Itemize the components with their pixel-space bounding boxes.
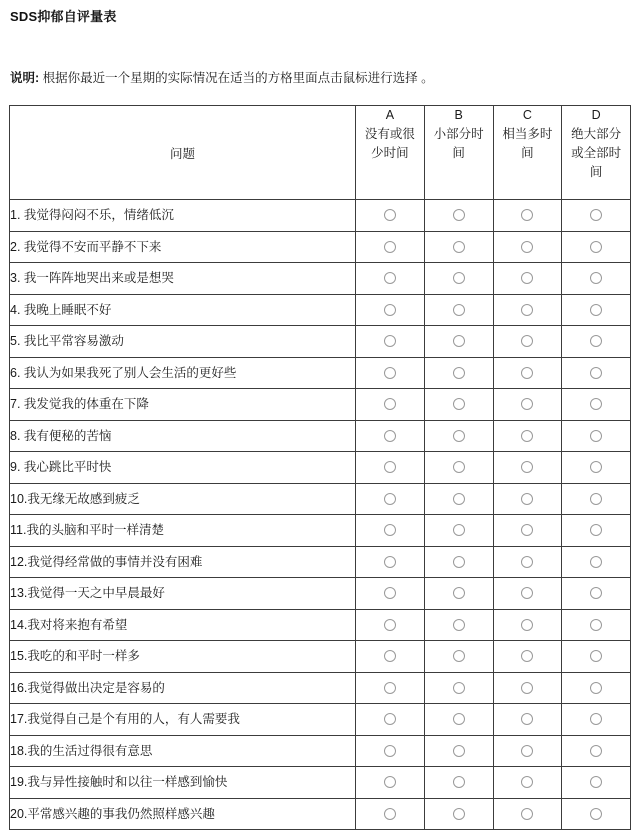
answer-cell-c[interactable]: [493, 546, 562, 578]
answer-cell-b[interactable]: [424, 200, 493, 232]
radio-button-icon[interactable]: [384, 461, 396, 473]
option-column-header-d: [562, 106, 631, 200]
radio-button-icon[interactable]: [590, 556, 602, 568]
radio-button-icon[interactable]: [521, 556, 533, 568]
answer-cell-b[interactable]: [424, 672, 493, 704]
question-text: 6. 我认为如果我死了别人会生活的更好些: [10, 357, 356, 389]
answer-cell-a[interactable]: [356, 231, 425, 263]
answer-cell-b[interactable]: [424, 641, 493, 673]
answer-cell-b[interactable]: [424, 515, 493, 547]
radio-button-icon[interactable]: [590, 241, 602, 253]
answer-cell-a[interactable]: [356, 704, 425, 736]
answer-cell-b[interactable]: [424, 231, 493, 263]
radio-button-icon[interactable]: [521, 398, 533, 410]
answer-cell-d[interactable]: [562, 294, 631, 326]
answer-cell-a[interactable]: [356, 672, 425, 704]
table-row: [10, 200, 631, 232]
table-header: [10, 106, 631, 200]
option-column-header-c: [493, 106, 562, 200]
answer-cell-d[interactable]: [562, 389, 631, 421]
radio-button-icon[interactable]: [590, 776, 602, 788]
radio-button-icon[interactable]: [590, 493, 602, 505]
answer-cell-a[interactable]: [356, 767, 425, 799]
table-body: [10, 200, 631, 830]
answer-cell-c[interactable]: [493, 483, 562, 515]
radio-button-icon[interactable]: [384, 241, 396, 253]
answer-cell-a[interactable]: [356, 735, 425, 767]
answer-cell-d[interactable]: [562, 420, 631, 452]
question-text: 2. 我觉得不安而平静不下来: [10, 231, 356, 263]
radio-button-icon[interactable]: [384, 430, 396, 442]
answer-cell-a[interactable]: [356, 546, 425, 578]
table-row: [10, 672, 631, 704]
answer-cell-b[interactable]: [424, 578, 493, 610]
table-header-row: [10, 106, 631, 200]
sds-scale-table: [9, 105, 631, 830]
option-letter-b: B: [454, 108, 463, 122]
answer-cell-c[interactable]: [493, 357, 562, 389]
option-column-header-b: [424, 106, 493, 200]
question-text: 10.我无缘无故感到疲乏: [10, 483, 356, 515]
radio-button-icon[interactable]: [521, 587, 533, 599]
answer-cell-c[interactable]: [493, 389, 562, 421]
radio-button-icon[interactable]: [384, 304, 396, 316]
radio-button-icon[interactable]: [590, 335, 602, 347]
table-row: [10, 420, 631, 452]
radio-button-icon[interactable]: [590, 682, 602, 694]
question-text: 18.我的生活过得很有意思: [10, 735, 356, 767]
answer-cell-d[interactable]: [562, 200, 631, 232]
answer-cell-a[interactable]: [356, 326, 425, 358]
question-column-header: 问题: [10, 106, 356, 200]
table-row: [10, 515, 631, 547]
answer-cell-a[interactable]: [356, 452, 425, 484]
option-description-b: 小部分时间: [433, 127, 484, 160]
answer-cell-d[interactable]: [562, 798, 631, 830]
radio-button-icon[interactable]: [590, 808, 602, 820]
question-text: 8. 我有便秘的苦恼: [10, 420, 356, 452]
answer-cell-d[interactable]: [562, 672, 631, 704]
radio-button-icon[interactable]: [453, 335, 465, 347]
radio-button-icon[interactable]: [453, 367, 465, 379]
radio-button-icon[interactable]: [384, 524, 396, 536]
answer-cell-b[interactable]: [424, 263, 493, 295]
answer-cell-a[interactable]: [356, 515, 425, 547]
radio-button-icon[interactable]: [590, 713, 602, 725]
answer-cell-b[interactable]: [424, 767, 493, 799]
radio-button-icon[interactable]: [453, 619, 465, 631]
table-row: [10, 231, 631, 263]
question-text: 12.我觉得经常做的事情并没有困难: [10, 546, 356, 578]
answer-cell-a[interactable]: [356, 483, 425, 515]
radio-button-icon[interactable]: [590, 304, 602, 316]
answer-cell-b[interactable]: [424, 294, 493, 326]
answer-cell-a[interactable]: [356, 200, 425, 232]
question-text: 15.我吃的和平时一样多: [10, 641, 356, 673]
radio-button-icon[interactable]: [453, 776, 465, 788]
radio-button-icon[interactable]: [590, 524, 602, 536]
answer-cell-a[interactable]: [356, 641, 425, 673]
radio-button-icon[interactable]: [384, 493, 396, 505]
radio-button-icon[interactable]: [453, 272, 465, 284]
option-description-a: 没有或很少时间: [364, 127, 415, 160]
table-row: [10, 483, 631, 515]
answer-cell-a[interactable]: [356, 609, 425, 641]
answer-cell-c[interactable]: [493, 515, 562, 547]
radio-button-icon[interactable]: [521, 241, 533, 253]
answer-cell-c[interactable]: [493, 735, 562, 767]
table-row: [10, 546, 631, 578]
instruction-label: 说明:: [10, 71, 40, 85]
radio-button-icon[interactable]: [453, 713, 465, 725]
radio-button-icon[interactable]: [521, 272, 533, 284]
radio-button-icon[interactable]: [521, 461, 533, 473]
answer-cell-d[interactable]: [562, 578, 631, 610]
question-text: 16.我觉得做出决定是容易的: [10, 672, 356, 704]
answer-cell-d[interactable]: [562, 515, 631, 547]
answer-cell-b[interactable]: [424, 357, 493, 389]
radio-button-icon[interactable]: [384, 367, 396, 379]
radio-button-icon[interactable]: [453, 493, 465, 505]
answer-cell-a[interactable]: [356, 578, 425, 610]
answer-cell-c[interactable]: [493, 231, 562, 263]
answer-cell-b[interactable]: [424, 798, 493, 830]
table-row: [10, 704, 631, 736]
answer-cell-c[interactable]: [493, 200, 562, 232]
question-text: 7. 我发觉我的体重在下降: [10, 389, 356, 421]
radio-button-icon[interactable]: [453, 556, 465, 568]
radio-button-icon[interactable]: [453, 745, 465, 757]
table-row: [10, 389, 631, 421]
question-text: 17.我觉得自己是个有用的人，有人需要我: [10, 704, 356, 736]
answer-cell-c[interactable]: [493, 767, 562, 799]
radio-button-icon[interactable]: [384, 335, 396, 347]
radio-button-icon[interactable]: [590, 430, 602, 442]
page-title: SDS抑郁自评量表: [10, 9, 117, 24]
answer-cell-b[interactable]: [424, 609, 493, 641]
radio-button-icon[interactable]: [590, 367, 602, 379]
answer-cell-c[interactable]: [493, 294, 562, 326]
radio-button-icon[interactable]: [384, 619, 396, 631]
question-text: 9. 我心跳比平时快: [10, 452, 356, 484]
answer-cell-c[interactable]: [493, 452, 562, 484]
radio-button-icon[interactable]: [590, 745, 602, 757]
answer-cell-d[interactable]: [562, 704, 631, 736]
radio-button-icon[interactable]: [521, 713, 533, 725]
answer-cell-c[interactable]: [493, 641, 562, 673]
question-text: 20.平常感兴趣的事我仍然照样感兴趣: [10, 798, 356, 830]
table-row: [10, 578, 631, 610]
question-text: 4. 我晚上睡眠不好: [10, 294, 356, 326]
answer-cell-b[interactable]: [424, 452, 493, 484]
radio-button-icon[interactable]: [453, 209, 465, 221]
question-text: 3. 我一阵阵地哭出来或是想哭: [10, 263, 356, 295]
answer-cell-c[interactable]: [493, 704, 562, 736]
answer-cell-a[interactable]: [356, 420, 425, 452]
answer-cell-a[interactable]: [356, 389, 425, 421]
radio-button-icon[interactable]: [384, 650, 396, 662]
answer-cell-d[interactable]: [562, 609, 631, 641]
radio-button-icon[interactable]: [384, 713, 396, 725]
radio-button-icon[interactable]: [384, 776, 396, 788]
answer-cell-c[interactable]: [493, 420, 562, 452]
question-text: 11.我的头脑和平时一样清楚: [10, 515, 356, 547]
instruction-line: [10, 70, 434, 87]
answer-cell-d[interactable]: [562, 767, 631, 799]
answer-cell-a[interactable]: [356, 798, 425, 830]
option-column-header-a: [356, 106, 425, 200]
radio-button-icon[interactable]: [453, 461, 465, 473]
answer-cell-c[interactable]: [493, 263, 562, 295]
radio-button-icon[interactable]: [521, 776, 533, 788]
radio-button-icon[interactable]: [384, 556, 396, 568]
radio-button-icon[interactable]: [521, 808, 533, 820]
answer-cell-b[interactable]: [424, 420, 493, 452]
radio-button-icon[interactable]: [521, 335, 533, 347]
answer-cell-d[interactable]: [562, 641, 631, 673]
instruction-text: 根据你最近一个星期的实际情况在适当的方格里面点击鼠标进行选择 。: [39, 71, 434, 85]
table-row: [10, 263, 631, 295]
radio-button-icon[interactable]: [590, 587, 602, 599]
radio-button-icon[interactable]: [453, 808, 465, 820]
radio-button-icon[interactable]: [453, 524, 465, 536]
radio-button-icon[interactable]: [590, 619, 602, 631]
radio-button-icon[interactable]: [384, 745, 396, 757]
answer-cell-c[interactable]: [493, 326, 562, 358]
radio-button-icon[interactable]: [521, 650, 533, 662]
answer-cell-d[interactable]: [562, 483, 631, 515]
table-row: [10, 294, 631, 326]
radio-button-icon[interactable]: [521, 209, 533, 221]
radio-button-icon[interactable]: [521, 304, 533, 316]
table-row: [10, 735, 631, 767]
answer-cell-d[interactable]: [562, 357, 631, 389]
answer-cell-c[interactable]: [493, 609, 562, 641]
radio-button-icon[interactable]: [521, 619, 533, 631]
radio-button-icon[interactable]: [590, 398, 602, 410]
answer-cell-b[interactable]: [424, 389, 493, 421]
radio-button-icon[interactable]: [521, 682, 533, 694]
table-row: [10, 452, 631, 484]
question-text: 14.我对将来抱有希望: [10, 609, 356, 641]
table-row: [10, 767, 631, 799]
answer-cell-d[interactable]: [562, 263, 631, 295]
table-row: [10, 326, 631, 358]
radio-button-icon[interactable]: [453, 398, 465, 410]
option-letter-a: A: [385, 108, 395, 122]
table-row: [10, 357, 631, 389]
radio-button-icon[interactable]: [590, 209, 602, 221]
radio-button-icon[interactable]: [453, 304, 465, 316]
table-row: [10, 609, 631, 641]
radio-button-icon[interactable]: [590, 461, 602, 473]
option-description-d: 绝大部分或全部时间: [571, 127, 622, 179]
answer-cell-d[interactable]: [562, 735, 631, 767]
answer-cell-d[interactable]: [562, 231, 631, 263]
answer-cell-a[interactable]: [356, 357, 425, 389]
question-text: 5. 我比平常容易激动: [10, 326, 356, 358]
answer-cell-c[interactable]: [493, 798, 562, 830]
answer-cell-d[interactable]: [562, 452, 631, 484]
option-letter-c: C: [522, 108, 532, 122]
radio-button-icon[interactable]: [453, 650, 465, 662]
answer-cell-b[interactable]: [424, 326, 493, 358]
table-row: [10, 798, 631, 830]
radio-button-icon[interactable]: [453, 587, 465, 599]
radio-button-icon[interactable]: [384, 587, 396, 599]
question-text: 13.我觉得一天之中早晨最好: [10, 578, 356, 610]
table-row: [10, 641, 631, 673]
answer-cell-a[interactable]: [356, 263, 425, 295]
answer-cell-b[interactable]: [424, 735, 493, 767]
option-letter-d: D: [591, 108, 601, 122]
radio-button-icon[interactable]: [384, 272, 396, 284]
radio-button-icon[interactable]: [453, 241, 465, 253]
answer-cell-d[interactable]: [562, 546, 631, 578]
radio-button-icon[interactable]: [384, 808, 396, 820]
radio-button-icon[interactable]: [384, 209, 396, 221]
answer-cell-b[interactable]: [424, 704, 493, 736]
answer-cell-b[interactable]: [424, 546, 493, 578]
question-text: 1. 我觉得闷闷不乐，情绪低沉: [10, 200, 356, 232]
radio-button-icon[interactable]: [453, 682, 465, 694]
question-text: 19.我与异性接触时和以往一样感到愉快: [10, 767, 356, 799]
option-description-c: 相当多时间: [502, 127, 553, 160]
answer-cell-a[interactable]: [356, 294, 425, 326]
radio-button-icon[interactable]: [521, 493, 533, 505]
radio-button-icon[interactable]: [521, 430, 533, 442]
radio-button-icon[interactable]: [590, 650, 602, 662]
radio-button-icon[interactable]: [521, 367, 533, 379]
radio-button-icon[interactable]: [521, 745, 533, 757]
answer-cell-b[interactable]: [424, 483, 493, 515]
radio-button-icon[interactable]: [384, 398, 396, 410]
answer-cell-d[interactable]: [562, 326, 631, 358]
answer-cell-c[interactable]: [493, 578, 562, 610]
answer-cell-c[interactable]: [493, 672, 562, 704]
radio-button-icon[interactable]: [384, 682, 396, 694]
radio-button-icon[interactable]: [453, 430, 465, 442]
radio-button-icon[interactable]: [521, 524, 533, 536]
radio-button-icon[interactable]: [590, 272, 602, 284]
